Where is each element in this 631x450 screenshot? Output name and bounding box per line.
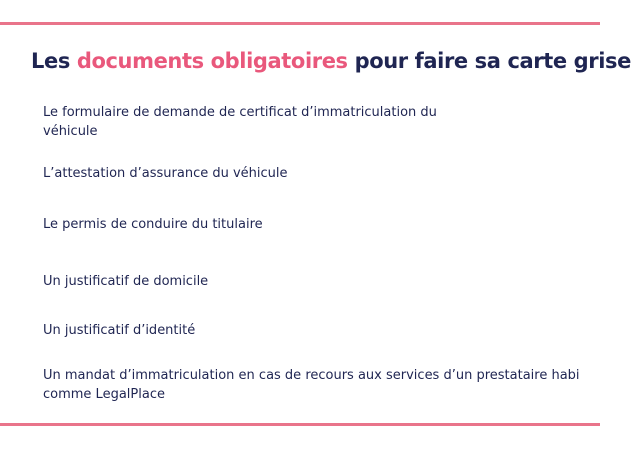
top-divider	[0, 22, 600, 25]
list-item-mandate: Un mandat d’immatriculation en cas de recours aux services d’un prestataire habi comme LegalPlace	[43, 368, 580, 402]
title-before: Les	[31, 49, 77, 73]
list-item-insurance: L’attestation d’assurance du véhicule	[43, 166, 288, 181]
list-item-address-proof: Un justificatif de domicile	[43, 274, 209, 289]
bottom-divider	[0, 423, 600, 426]
list-item-form: Le formulaire de demande de certificat d’immatriculation du véhicule	[43, 105, 437, 139]
list-item-id-proof: Un justificatif d’identité	[43, 323, 196, 338]
list-item-license: Le permis de conduire du titulaire	[43, 217, 263, 232]
title-after: pour faire sa carte grise	[347, 49, 631, 73]
slide-title	[31, 49, 631, 73]
title-highlight: documents obligatoires	[76, 49, 348, 73]
